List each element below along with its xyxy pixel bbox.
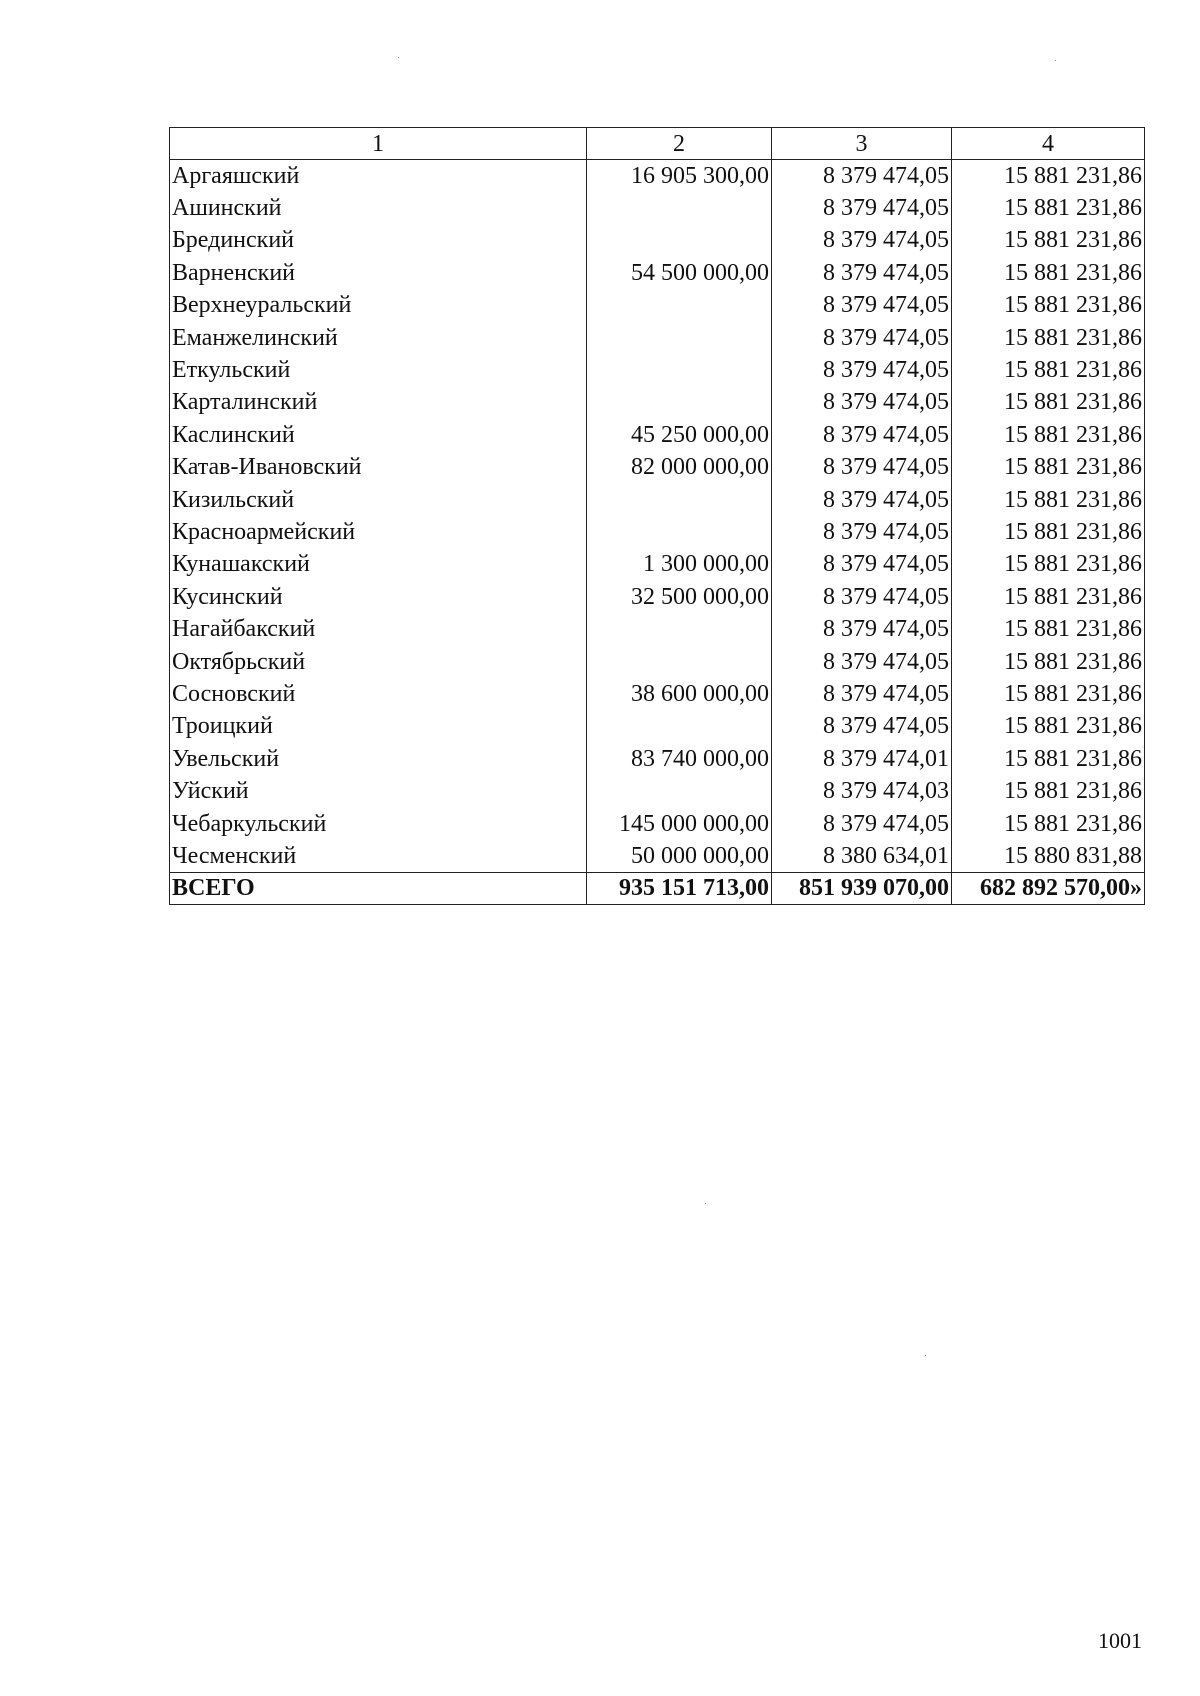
district-name: Уйский <box>170 775 587 807</box>
table-row <box>170 257 1145 289</box>
table-row <box>170 386 1145 418</box>
table-row <box>170 548 1145 580</box>
table-row <box>170 613 1145 645</box>
table-row <box>170 775 1145 807</box>
value-col-4: 15 881 231,86 <box>952 743 1145 775</box>
district-name: Брединский <box>170 224 587 256</box>
value-col-3: 8 379 474,05 <box>772 192 952 224</box>
district-name: Карталинский <box>170 386 587 418</box>
district-name: Сосновский <box>170 678 587 710</box>
value-col-2 <box>587 289 772 321</box>
header-row <box>170 128 1145 160</box>
district-name: Еткульский <box>170 354 587 386</box>
value-col-2: 83 740 000,00 <box>587 743 772 775</box>
value-col-3: 8 379 474,05 <box>772 257 952 289</box>
value-col-3: 8 379 474,05 <box>772 710 952 742</box>
value-col-4: 15 881 231,86 <box>952 516 1145 548</box>
district-name: Еманжелинский <box>170 321 587 353</box>
value-col-2 <box>587 192 772 224</box>
value-col-4: 15 881 231,86 <box>952 354 1145 386</box>
district-name: Кизильский <box>170 483 587 515</box>
value-col-4: 15 881 231,86 <box>952 548 1145 580</box>
district-name: Катав-Ивановский <box>170 451 587 483</box>
value-col-4: 15 881 231,86 <box>952 160 1145 192</box>
value-col-2: 82 000 000,00 <box>587 451 772 483</box>
value-col-2 <box>587 613 772 645</box>
district-name: Октябрьский <box>170 645 587 677</box>
table-row <box>170 419 1145 451</box>
table-row <box>170 743 1145 775</box>
value-col-4: 15 881 231,86 <box>952 581 1145 613</box>
value-col-4: 15 881 231,86 <box>952 192 1145 224</box>
district-name: Чесменский <box>170 840 587 872</box>
district-name: Увельский <box>170 743 587 775</box>
scan-speck <box>925 1355 926 1356</box>
value-col-2: 32 500 000,00 <box>587 581 772 613</box>
district-name: Красноармейский <box>170 516 587 548</box>
total-col-3: 851 939 070,00 <box>772 872 952 904</box>
table-row <box>170 807 1145 839</box>
value-col-3: 8 379 474,03 <box>772 775 952 807</box>
district-name: Варненский <box>170 257 587 289</box>
value-col-4: 15 881 231,86 <box>952 710 1145 742</box>
column-header-3: 3 <box>772 128 952 160</box>
value-col-3: 8 379 474,05 <box>772 160 952 192</box>
value-col-2: 38 600 000,00 <box>587 678 772 710</box>
column-header-2: 2 <box>587 128 772 160</box>
table-row <box>170 289 1145 321</box>
district-name: Нагайбакский <box>170 613 587 645</box>
value-col-4: 15 881 231,86 <box>952 775 1145 807</box>
value-col-4: 15 881 231,86 <box>952 321 1145 353</box>
district-name: Чебаркульский <box>170 807 587 839</box>
value-col-3: 8 379 474,05 <box>772 581 952 613</box>
value-col-2 <box>587 224 772 256</box>
district-name: Аргаяшский <box>170 160 587 192</box>
column-header-4: 4 <box>952 128 1145 160</box>
value-col-4: 15 881 231,86 <box>952 613 1145 645</box>
page-number: 1001 <box>1098 1628 1142 1653</box>
value-col-4: 15 881 231,86 <box>952 451 1145 483</box>
value-col-2 <box>587 775 772 807</box>
value-col-4: 15 880 831,88 <box>952 840 1145 872</box>
table-row <box>170 710 1145 742</box>
value-col-4: 15 881 231,86 <box>952 483 1145 515</box>
value-col-2 <box>587 710 772 742</box>
district-name: Кусинский <box>170 581 587 613</box>
value-col-4: 15 881 231,86 <box>952 386 1145 418</box>
table-row <box>170 678 1145 710</box>
value-col-3: 8 379 474,01 <box>772 743 952 775</box>
value-col-3: 8 379 474,05 <box>772 645 952 677</box>
value-col-4: 15 881 231,86 <box>952 224 1145 256</box>
value-col-4: 15 881 231,86 <box>952 419 1145 451</box>
data-table <box>169 127 1145 905</box>
total-col-2: 935 151 713,00 <box>587 872 772 904</box>
district-name: Каслинский <box>170 419 587 451</box>
value-col-2: 1 300 000,00 <box>587 548 772 580</box>
scan-speck <box>705 1203 706 1204</box>
table-row <box>170 840 1145 872</box>
value-col-3: 8 379 474,05 <box>772 224 952 256</box>
value-col-4: 15 881 231,86 <box>952 678 1145 710</box>
value-col-2 <box>587 516 772 548</box>
total-label: ВСЕГО <box>170 872 587 904</box>
total-col-4: 682 892 570,00» <box>952 872 1145 904</box>
table-row <box>170 483 1145 515</box>
scan-speck <box>398 57 399 58</box>
value-col-2 <box>587 483 772 515</box>
table-footer <box>170 872 1145 904</box>
district-name: Ашинский <box>170 192 587 224</box>
value-col-3: 8 379 474,05 <box>772 289 952 321</box>
column-header-1: 1 <box>170 128 587 160</box>
value-col-4: 15 881 231,86 <box>952 645 1145 677</box>
value-col-3: 8 379 474,05 <box>772 516 952 548</box>
value-col-4: 15 881 231,86 <box>952 807 1145 839</box>
table-row <box>170 645 1145 677</box>
district-name: Троицкий <box>170 710 587 742</box>
table-body <box>170 160 1145 873</box>
scan-speck <box>1055 60 1056 61</box>
total-row <box>170 872 1145 904</box>
value-col-3: 8 379 474,05 <box>772 386 952 418</box>
value-col-3: 8 379 474,05 <box>772 678 952 710</box>
value-col-3: 8 379 474,05 <box>772 548 952 580</box>
value-col-2: 145 000 000,00 <box>587 807 772 839</box>
district-name: Верхнеуральский <box>170 289 587 321</box>
value-col-3: 8 379 474,05 <box>772 451 952 483</box>
table-row <box>170 516 1145 548</box>
value-col-2: 16 905 300,00 <box>587 160 772 192</box>
value-col-4: 15 881 231,86 <box>952 257 1145 289</box>
table-row <box>170 451 1145 483</box>
value-col-2 <box>587 645 772 677</box>
value-col-2: 54 500 000,00 <box>587 257 772 289</box>
value-col-4: 15 881 231,86 <box>952 289 1145 321</box>
table-row <box>170 581 1145 613</box>
table-row <box>170 192 1145 224</box>
value-col-2 <box>587 386 772 418</box>
value-col-2: 45 250 000,00 <box>587 419 772 451</box>
table-row <box>170 224 1145 256</box>
table-row <box>170 354 1145 386</box>
value-col-3: 8 379 474,05 <box>772 483 952 515</box>
value-col-2: 50 000 000,00 <box>587 840 772 872</box>
table-header <box>170 128 1145 160</box>
value-col-3: 8 379 474,05 <box>772 354 952 386</box>
value-col-3: 8 379 474,05 <box>772 807 952 839</box>
district-name: Кунашакский <box>170 548 587 580</box>
table-row <box>170 321 1145 353</box>
value-col-3: 8 379 474,05 <box>772 419 952 451</box>
table-row <box>170 160 1145 192</box>
value-col-3: 8 379 474,05 <box>772 321 952 353</box>
value-col-2 <box>587 321 772 353</box>
value-col-3: 8 380 634,01 <box>772 840 952 872</box>
value-col-3: 8 379 474,05 <box>772 613 952 645</box>
value-col-2 <box>587 354 772 386</box>
